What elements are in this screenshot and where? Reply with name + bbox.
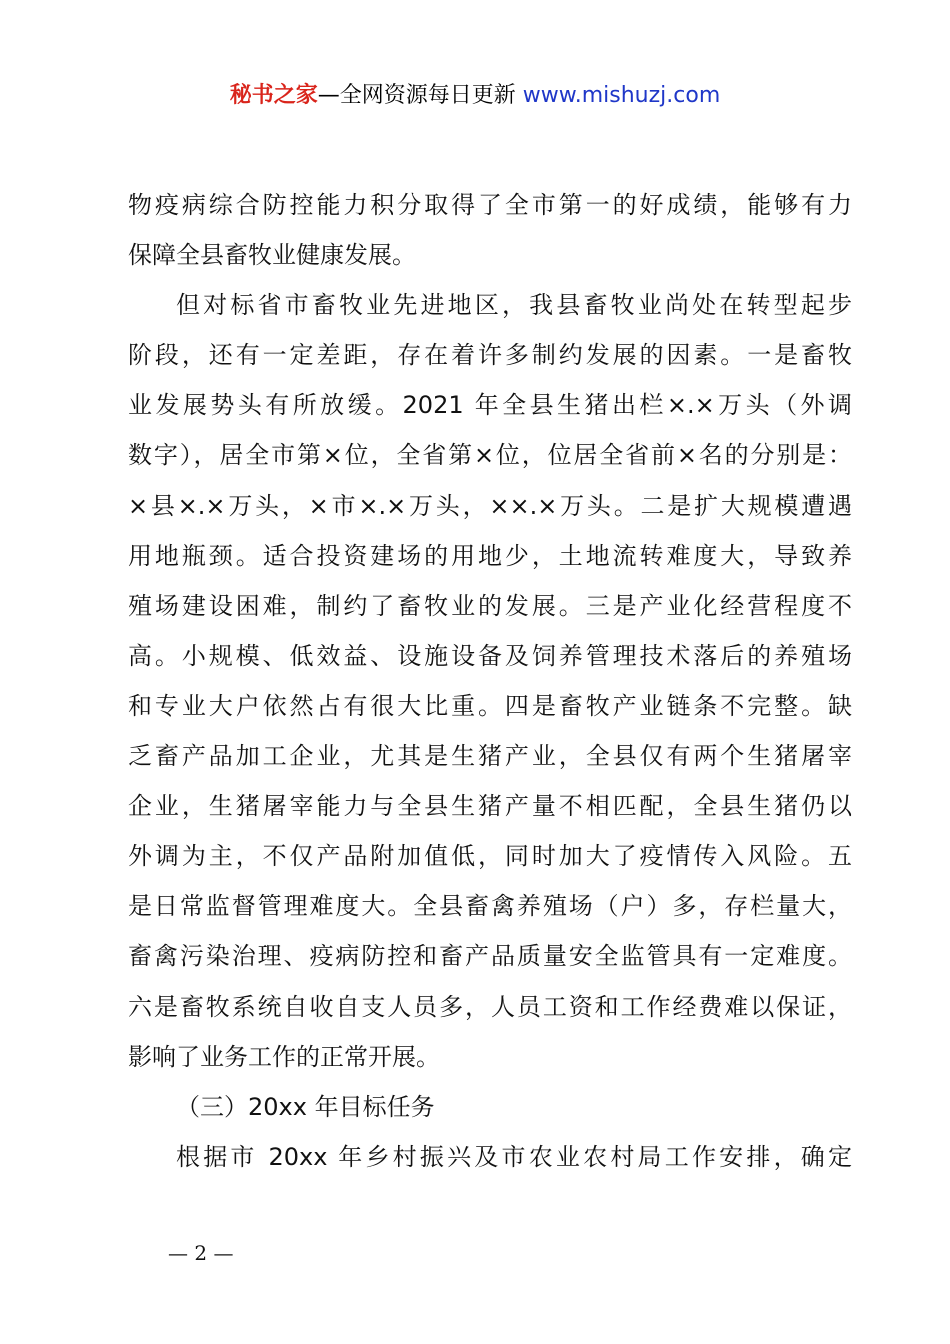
site-tagline: —全网资源每日更新 xyxy=(317,83,516,108)
text-line: 畜禽污染治理、疫病防控和畜产品质量安全监管具有一定难度。 xyxy=(128,942,852,971)
text-line: 但对标省市畜牧业先进地区，我县畜牧业尚处在转型起步 xyxy=(176,291,852,320)
text-line: 数字），居全市第×位，全省第×位，位居全省前×名的分别是： xyxy=(128,441,852,470)
page-number: — 2 — xyxy=(168,1241,234,1265)
site-header xyxy=(0,80,950,112)
text-line: 用地瓶颈。适合投资建场的用地少，土地流转难度大，导致养 xyxy=(128,541,852,570)
text-line: 殖场建设困难，制约了畜牧业的发展。三是产业化经营程度不 xyxy=(128,591,852,620)
site-brand: 秘书之家 xyxy=(229,83,318,108)
site-url[interactable]: www.mishuzj.com xyxy=(522,83,721,108)
text-line: 和专业大户依然占有很大比重。四是畜牧产业链条不完整。缺 xyxy=(128,691,852,720)
text-line: 乏畜产品加工企业，尤其是生猪产业，全县仅有两个生猪屠宰 xyxy=(128,742,852,771)
text-line: 六是畜牧系统自收自支人员多，人员工资和工作经费难以保证， xyxy=(128,992,852,1021)
section-heading: （三）20xx 年目标任务 xyxy=(176,1092,435,1121)
text-line: ×县×.×万头，×市×.×万头，××.×万头。二是扩大规模遭遇 xyxy=(128,491,852,520)
text-line: 根据市 20xx 年乡村振兴及市农业农村局工作安排，确定 xyxy=(176,1142,852,1171)
text-line: 企业，生猪屠宰能力与全县生猪产量不相匹配，全县生猪仍以 xyxy=(128,792,852,821)
text-line: 外调为主，不仅产品附加值低，同时加大了疫情传入风险。五 xyxy=(128,842,852,871)
text-line: 阶段，还有一定差距，存在着许多制约发展的因素。一是畜牧 xyxy=(128,341,852,370)
text-line: 是日常监督管理难度大。全县畜禽养殖场（户）多，存栏量大， xyxy=(128,892,852,921)
text-line: 业发展势头有所放缓。2021 年全县生猪出栏×.×万头（外调 xyxy=(128,391,852,420)
text-line: 保障全县畜牧业健康发展。 xyxy=(128,241,416,270)
text-line: 物疫病综合防控能力积分取得了全市第一的好成绩，能够有力 xyxy=(128,191,852,219)
text-line: 高。小规模、低效益、设施设备及饲养管理技术落后的养殖场 xyxy=(128,641,852,670)
text-line: 影响了业务工作的正常开展。 xyxy=(128,1042,440,1071)
document-body xyxy=(128,180,852,1182)
